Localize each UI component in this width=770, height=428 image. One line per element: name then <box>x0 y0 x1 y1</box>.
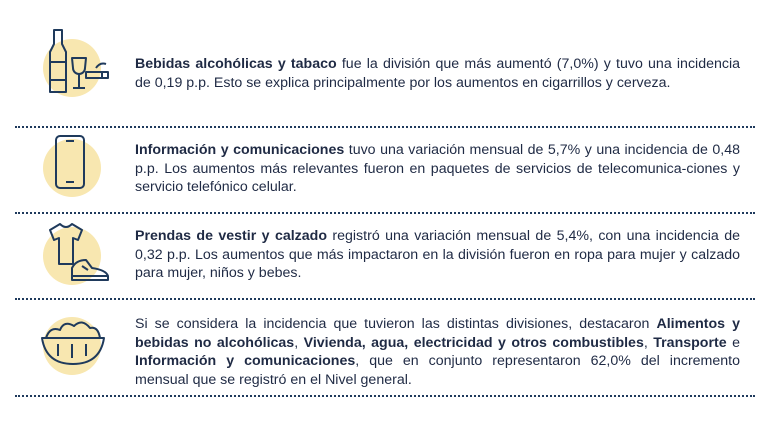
text-segment: , que en conjunto representaron 62,0% del incremento mensual que se registró en el Nivel general. <box>135 353 740 388</box>
bold-text-segment: Información y comunicaciones <box>135 142 345 158</box>
tshirt-sneaker-icon <box>36 220 106 290</box>
text-segment: fue la división que más aumentó (7,0%) y tuvo una incidencia de 0,19 p.p. Esto se explica principalmente por los aumentos en cigarrillos y cerveza. <box>135 56 740 91</box>
bold-text-segment: Alimentos y bebidas no alcohólicas <box>135 316 740 351</box>
item-text <box>135 227 740 283</box>
basket-icon <box>36 308 106 378</box>
text-segment: , <box>643 334 654 351</box>
bold-text-segment: Transporte <box>653 334 727 351</box>
item-text <box>135 315 740 389</box>
divider <box>15 298 755 300</box>
text-segment: registró una variación mensual de 5,4%, con una incidencia de 0,32 p.p. Los aumentos que más impactaron en la división fueron en ropa para mujer y calzado para mujer, niños y bebes. <box>135 228 740 281</box>
item-text <box>135 141 740 197</box>
bold-text-segment: Vivienda, agua, electricidad y otros combustibles <box>303 334 644 351</box>
divider <box>15 395 755 397</box>
divider <box>15 212 755 214</box>
text-segment: , <box>294 334 304 351</box>
smartphone-icon <box>36 130 106 200</box>
text-segment: e <box>726 334 740 351</box>
item-text <box>135 55 740 92</box>
bottle-glass-cigarette-icon <box>36 28 106 98</box>
bold-text-segment: Información y comunicaciones <box>135 353 356 369</box>
text-segment: tuvo una variación mensual de 5,7% y una incidencia de 0,48 p.p. Los aumentos más relevantes fueron en paquetes de servicios de telecomunica-ciones y servicio telefónico celular. <box>135 142 740 195</box>
text-segment: Si se considera la incidencia que tuvieron las distintas divisiones, destacaron <box>135 316 657 332</box>
divider <box>15 126 755 128</box>
bold-text-segment: Prendas de vestir y calzado <box>135 228 327 244</box>
bold-text-segment: Bebidas alcohólicas y tabaco <box>135 56 337 72</box>
